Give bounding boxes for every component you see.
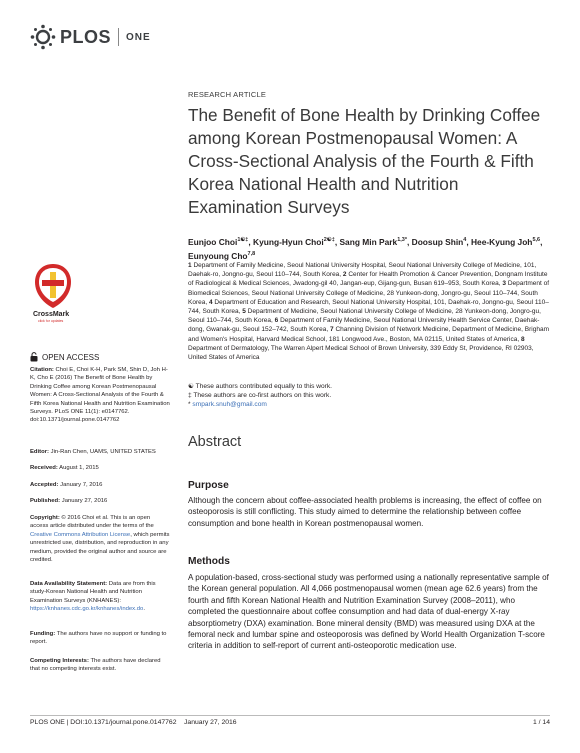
author[interactable]: Kyung-Hyun Choi$^{2☯\ddagger}$ bbox=[253, 236, 335, 247]
purpose-heading: Purpose bbox=[188, 480, 229, 491]
footer-doi: PLOS ONE | DOI:10.1371/journal.pone.0147762 January 27, 2016 bbox=[30, 719, 237, 726]
author[interactable]: Hee-Kyung Joh$^{5,6}$ bbox=[471, 236, 541, 247]
affiliation-text: Channing Division of Network Medicine, Department of Medicine, Brigham and Women's Hospital, Harvard Medical School, 181 Longwood Ave., Boston, MA 02115, United States of America, bbox=[188, 326, 549, 343]
crossmark-sub[interactable]: click for updates bbox=[38, 319, 64, 323]
funding-block: Funding: The authors have no support or funding to report. bbox=[30, 631, 167, 646]
affiliations bbox=[188, 261, 553, 362]
affiliation-text: Department of Dermatology, The Warren Alpert Medical School of Brown University, 339 Eddy St, Providence, RI 02903, United States of America bbox=[188, 344, 534, 362]
author[interactable]: Doosup Shin$^4$ bbox=[411, 236, 467, 247]
equal-contribution-note: ☯ These authors contributed equally to this work. bbox=[188, 383, 332, 390]
license-link[interactable]: Creative Commons Attribution License bbox=[30, 531, 131, 538]
data-availability-block: Data Availability Statement: Data are from this study-Korean National Health and Nutrition Examination Surveys (KNHANES): https://knhanes.cdc.go.kr/knhanes/index.do. bbox=[30, 581, 156, 613]
knhanes-link[interactable]: https://knhanes.cdc.go.kr/knhanes/index.do bbox=[30, 606, 144, 613]
author[interactable]: Eunyoung Cho$^{7,8}$ bbox=[188, 250, 256, 261]
plos-logo-icon bbox=[30, 24, 56, 50]
cofirst-note: ‡ These authors are co-first authors on this work. bbox=[188, 392, 332, 400]
affiliation-text: Department of Family Medicine, Seoul National University Health Service Center, Daehak-dong, Gwanak-gu, Seoul 152–742, South Korea, bbox=[188, 317, 540, 334]
page-footer bbox=[30, 715, 550, 726]
affiliation-number: 8 bbox=[520, 335, 525, 343]
journal-header bbox=[30, 20, 151, 54]
affiliation-number: 1 bbox=[188, 262, 192, 269]
affiliation-number: 5 bbox=[242, 308, 246, 316]
affiliation-number: 4 bbox=[208, 298, 213, 306]
affiliation-text: Center for Health Promotion & Cancer Prevention, Dongnam Institute of Radiological & Medical Sciences, Jwadong-gil 40, Jangan-eup, Gijang-gun, Busan 619–953, South Korea, bbox=[188, 271, 548, 288]
crossmark-label[interactable]: CrossMark bbox=[33, 311, 70, 318]
article-type: RESEARCH ARTICLE bbox=[188, 90, 267, 99]
citation-block: Citation: Choi E, Choi K-H, Park SM, Shin D, Joh H-K, Cho E (2016) The Benefit of Bone Health by Drinking Coffee among Korean Postmenopausal Women: A Cross-Sectional Analysis of the Fourth & Fifth Korea National Health and Nutrition Examination Surveys. PLoS ONE 11(1): e0147762. doi:10.1371/journal.pone.0147762 bbox=[30, 367, 170, 424]
crossmark-icon[interactable] bbox=[33, 262, 73, 310]
journal-name: ONE bbox=[126, 31, 151, 43]
affiliation-text: Department of Family Medicine, Seoul National University Hospital, Seoul National University College of Medicine, 101, Daehak-ro, Jongno-gu, Seoul 110–744, South Korea, bbox=[188, 262, 537, 279]
email-link[interactable]: smpark.snuh@gmail.com bbox=[192, 401, 267, 409]
logo-divider bbox=[118, 28, 119, 46]
copyright-block: Copyright: © 2016 Choi et al. This is an open access article distributed under the terms of the Creative Commons Attribution License, which permits unrestricted use, distribution, and reproduction in any medium, provided the original author and source are credited. bbox=[30, 515, 170, 564]
author[interactable]: Eunjoo Choi$^{1☯\ddagger}$ bbox=[188, 236, 249, 247]
affiliation-text: Department of Biomedical Sciences, Seoul National University College of Medicine, 28 Yunkeon-dong, Jongro-gu, Seoul 110–744, South Korea, bbox=[188, 280, 549, 306]
abstract-heading: Abstract bbox=[188, 434, 242, 450]
methods-text: A population-based, cross-sectional study was performed using a nationally representative sample of the Korean general population. All 4,066 postmenopausal women (mean age 62.6 years) from the fourth and fifth Korean National Health and Nutrition Examination Survey (2008–2011), who completed the questionnaire about coffee consumption and had data of dual-energy X-ray absorptiometry (DXA) examination. Bone mineral density (BMD) was measured using DXA at the femoral neck and lumbar spine and osteoporosis was defined by World Health Organization T-score criteria in addition to self-report of current anti-osteoporotic medication use. bbox=[188, 573, 549, 651]
author[interactable]: Sang Min Park$^{1,3*}$ bbox=[339, 236, 407, 247]
affiliation-number: 7 bbox=[330, 326, 334, 334]
published-block: Published: January 27, 2016 bbox=[30, 498, 108, 504]
article-title: The Benefit of Bone Health by Drinking Coffee among Korean Postmenopausal Women: A Cross-Sectional Analysis of the Fourth & Fifth Korea National Health and Nutrition Examination Surveys bbox=[188, 105, 541, 217]
methods-heading: Methods bbox=[188, 556, 230, 567]
affiliation-number: 3 bbox=[502, 280, 506, 288]
editor-block: Editor: Jin-Ran Chen, UAMS, UNITED STATES bbox=[30, 449, 156, 455]
page-number: 1 / 14 bbox=[532, 719, 550, 726]
affiliation-text: Department of Education and Research, Seoul National University Hospital, 101, Daehak-ro, Jongno-gu, Seoul 110–744, South Korea, bbox=[188, 298, 549, 316]
purpose-text: Although the concern about coffee-associated health problems is increasing, the effect of coffee on osteoporosis is still conflicting. This study aimed to determine the relationship between coffee consumption and bone health in Korean postmenopausal women. bbox=[188, 496, 542, 528]
affiliation-text: Department of Medicine, Seoul National University College of Medicine, 28 Yunkeon-dong, Jongro-gu, Seoul 110–744, South Korea, bbox=[188, 308, 541, 325]
affiliation-number: 6 bbox=[274, 317, 279, 325]
affiliation-number: 2 bbox=[342, 271, 347, 279]
received-block: Received: August 1, 2015 bbox=[30, 465, 99, 471]
competing-interests-block: Competing Interests: The authors have declared that no competing interests exist. bbox=[30, 658, 161, 673]
author-notes bbox=[188, 382, 548, 410]
open-lock-icon bbox=[30, 352, 38, 362]
corresponding-email-line: * smpark.snuh@gmail.com bbox=[188, 401, 267, 409]
plos-wordmark: PLOS bbox=[60, 26, 112, 47]
open-access-badge bbox=[30, 352, 99, 362]
open-access-label: OPEN ACCESS bbox=[42, 352, 100, 362]
author-list: Eunjoo Choi$^{1☯\ddagger}$, Kyung-Hyun Choi$^{2☯\ddagger}$, Sang Min Park$^{1,3*}$, Doosup Shin$^4$, Hee-Kyung Joh$^{5,6}$, Eunyoung Cho$^{7,8}$ bbox=[188, 236, 543, 261]
accepted-block: Accepted: January 7, 2016 bbox=[30, 482, 103, 488]
